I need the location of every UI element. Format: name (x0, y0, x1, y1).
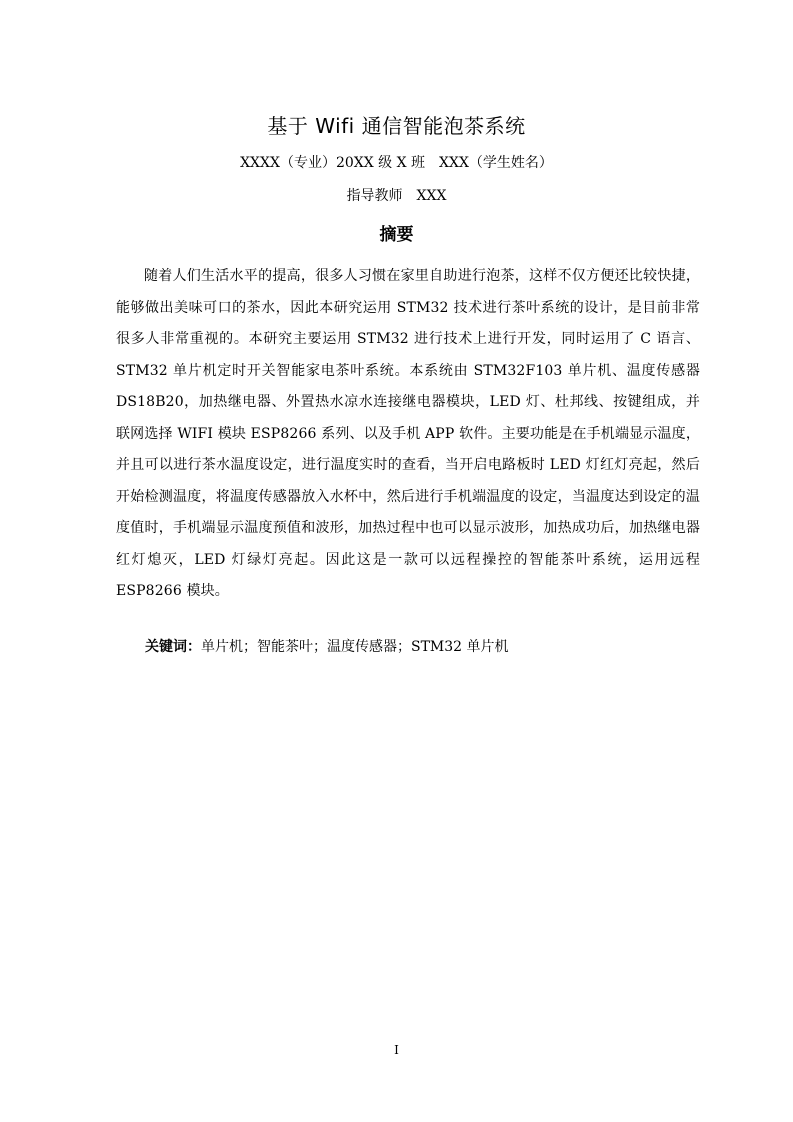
page-number: I (394, 1043, 399, 1057)
abstract-paragraph: 随着人们生活水平的提高，很多人习惯在家里自助进行泡茶，这样不仅方便还比较快捷，能够做出美味可口的茶水，因此本研究运用 STM32 技术进行茶叶系统的设计，是目前非常很多人非常重视的。本研究主要运用 STM32 进行技术上进行开发，同时运用了 C 语言、STM32 单片机定时开关智能家电茶叶系统。本系统由 STM32F103 单片机、温度传感器 DS18B20，加热继电器、外置热水凉水连接继电器模块，LED 灯、杜邦线、按键组成，并联网选择 WIFI 模块 ESP8266 系列、以及手机 APP 软件。主要功能是在手机端显示温度，并且可以进行茶水温度设定，进行温度实时的查看，当开启电路板时 LED 灯红灯亮起，然后开始检测温度，将温度传感器放入水杯中，然后进行手机端温度的设定，当温度达到设定的温度值时，手机端显示温度预值和波形，加热过程中也可以显示波形，加热成功后，加热继电器红灯熄灭，LED 灯绿灯亮起。因此这是一款可以远程操控的智能茶叶系统，运用远程 ESP8266 模块。 (116, 268, 700, 599)
keywords-label: 关键词： (145, 639, 201, 655)
paper-title: 基于 Wifi 通信智能泡茶系统 (267, 114, 526, 138)
keywords-value: 单片机；智能茶叶；温度传感器；STM32 单片机 (201, 639, 509, 655)
keywords-line (145, 635, 509, 659)
author-line: XXXX（专业）20XX 级 X 班 XXX（学生姓名） (240, 155, 553, 171)
abstract-heading: 摘要 (379, 225, 414, 245)
advisor-line: 指导教师 XXX (346, 188, 447, 204)
